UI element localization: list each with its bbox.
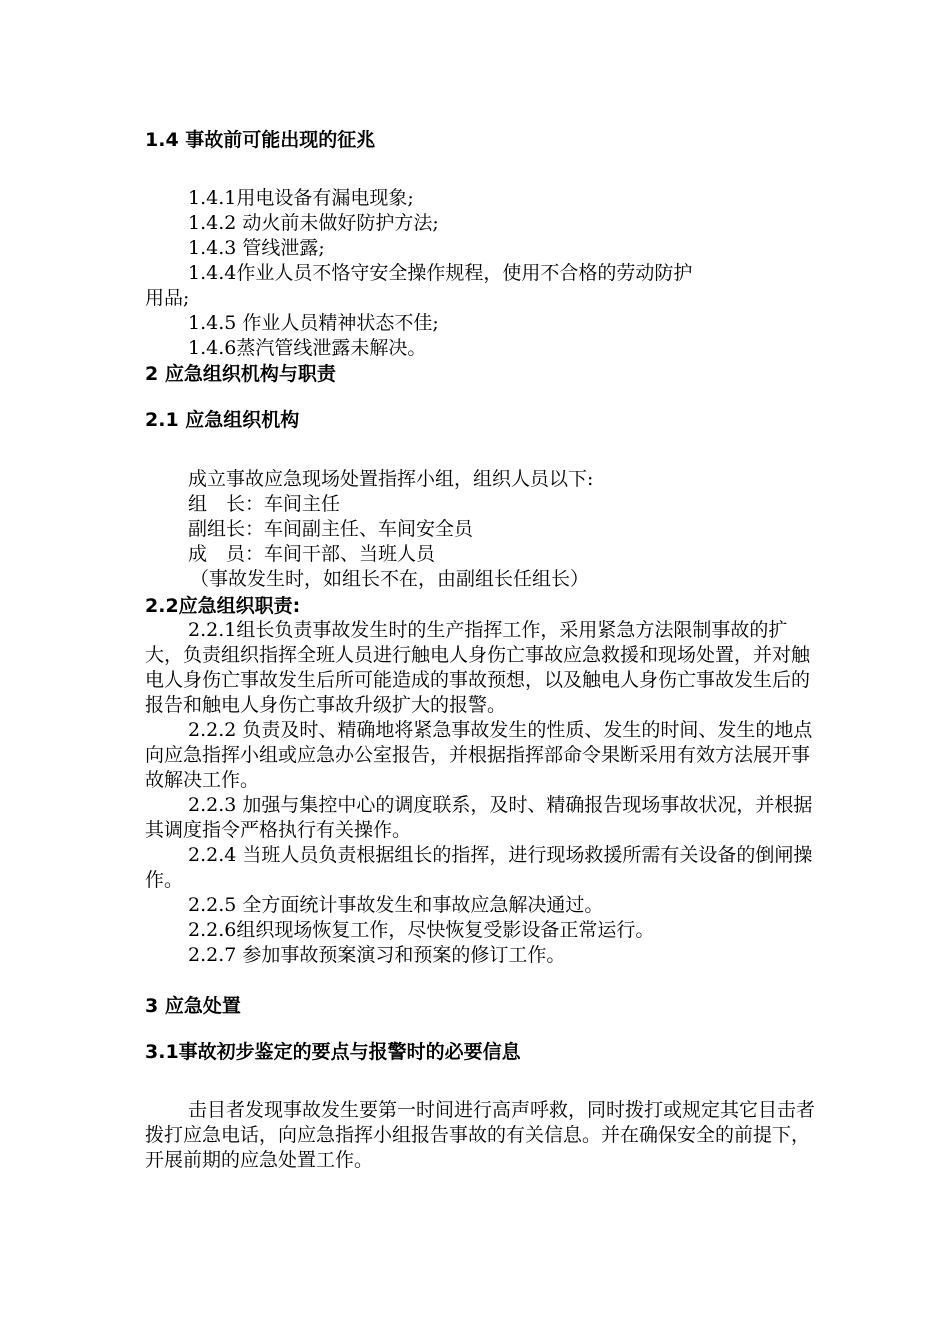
list-item: 1.4.3 管线泄露; [188, 237, 325, 259]
list-item: 1.4.2 动火前未做好防护方法; [188, 212, 439, 234]
org-line: 成 员：车间干部、当班人员 [188, 543, 436, 565]
heading-1-4: 1.4 事故前可能出现的征兆 [145, 129, 376, 151]
list-item: 1.4.4作业人员不恪守安全操作规程，使用不合格的劳动防护 [188, 262, 693, 284]
heading-2: 2 应急组织机构与职责 [145, 363, 336, 385]
org-note: （事故发生时，如组长不在，由副组长任组长） [190, 568, 590, 590]
response-block [145, 1098, 825, 1173]
list-item-continuation: 用品; [145, 287, 190, 309]
list-item: 1.4.5 作业人员精神状态不佳; [188, 312, 439, 334]
heading-2-1: 2.1 应急组织机构 [145, 409, 300, 431]
org-line: 副组长：车间副主任、车间安全员 [188, 518, 474, 540]
heading-3-1: 3.1事故初步鉴定的要点与报警时的必要信息 [145, 1041, 521, 1063]
duty-paragraph: 2.2.7 参加事故预案演习和预案的修订工作。 [188, 944, 566, 966]
duty-paragraph: 2.2.2 负责及时、精确地将紧急事故发生的性质、发生的时间、发生的地点向应急指挥小组或应急办公室报告，并根据指挥部命令果断采用有效方法展开事故解决工作。 [145, 719, 813, 791]
duty-paragraph: 2.2.1组长负责事故发生时的生产指挥工作，采用紧急方法限制事故的扩大，负责组织指挥全班人员进行触电人身伤亡事故应急救援和现场处置，并对触电人身伤亡事故发生后所可能造成的事故预想，以及触电人身伤亡事故发生后的报告和触电人身伤亡事故升级扩大的报警。 [145, 619, 811, 716]
heading-2-2: 2.2应急组织职责: [145, 595, 301, 617]
list-item: 1.4.6蒸汽管线泄露未解决。 [188, 337, 427, 359]
duties-block [145, 618, 825, 968]
duty-paragraph: 2.2.4 当班人员负责根据组长的指挥，进行现场救援所需有关设备的倒闸操作。 [145, 844, 813, 891]
duty-paragraph: 2.2.6组织现场恢复工作，尽快恢复受影设备正常运行。 [188, 919, 655, 941]
response-paragraph: 击目者发现事故发生要第一时间进行高声呼救，同时拨打或规定其它目击者拨打应急电话，向应急指挥小组报告事故的有关信息。并在确保安全的前提下，开展前期的应急处置工作。 [145, 1099, 816, 1171]
duty-paragraph: 2.2.5 全方面统计事故发生和事故应急解决通过。 [188, 894, 604, 916]
list-item: 1.4.1用电设备有漏电现象; [188, 187, 414, 209]
org-line: 成立事故应急现场处置指挥小组，组织人员以下: [188, 468, 594, 490]
duty-paragraph: 2.2.3 加强与集控中心的调度联系，及时、精确报告现场事故状况，并根据其调度指令严格执行有关操作。 [145, 794, 813, 841]
org-line: 组 长：车间主任 [188, 493, 341, 515]
heading-3: 3 应急处置 [145, 995, 241, 1017]
